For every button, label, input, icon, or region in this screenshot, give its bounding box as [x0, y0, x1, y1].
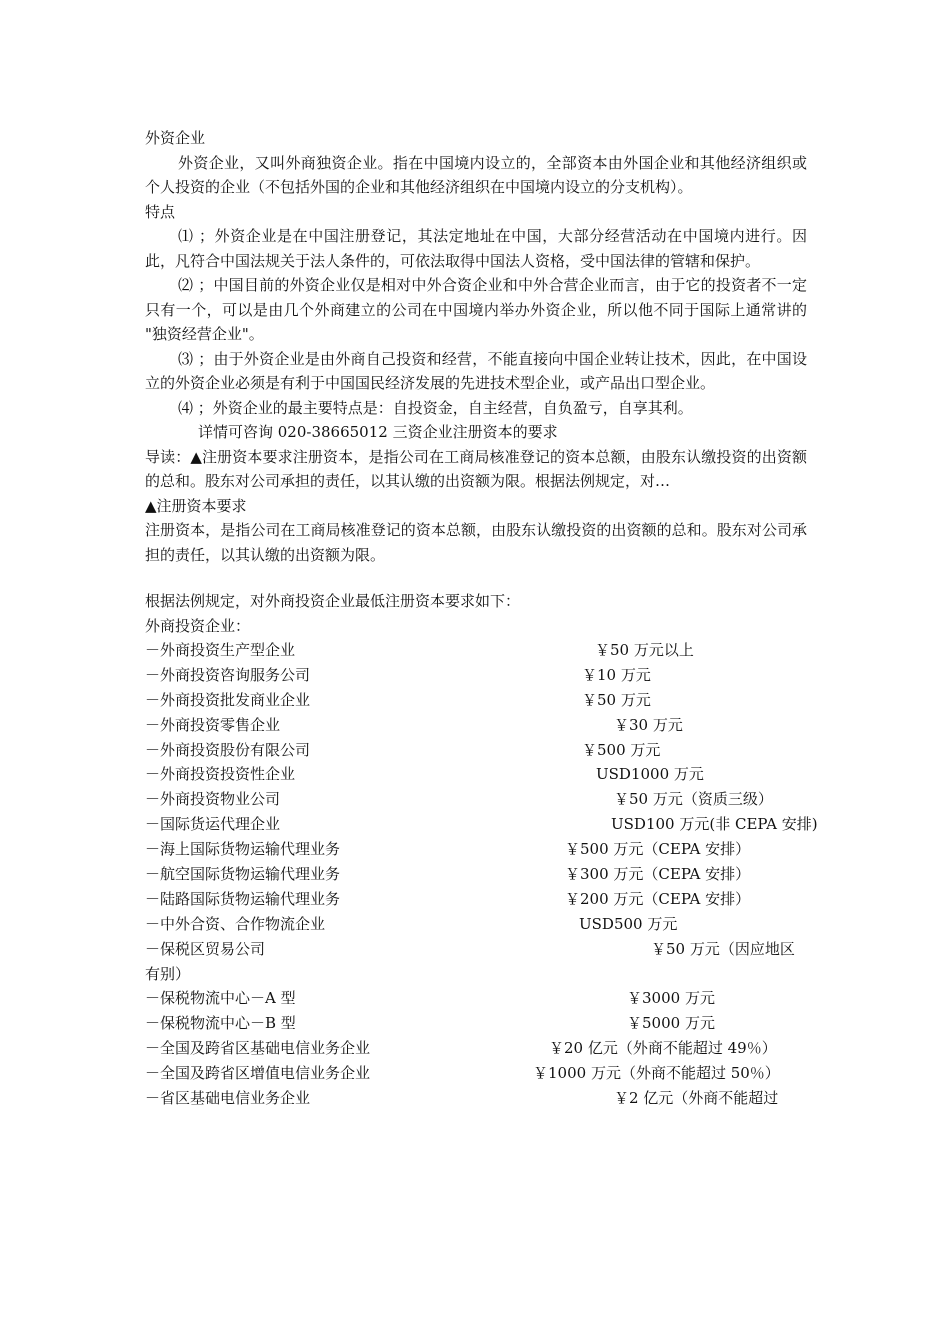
company-type: －外商投资批发商业企业 — [145, 690, 311, 709]
company-type: －外商投资投资性企业 — [145, 765, 296, 784]
company-type: －外商投资生产型企业 — [145, 641, 296, 659]
blank-line — [145, 567, 807, 589]
capital-row — [145, 1036, 807, 1061]
capital-value: ￥50 万元 — [582, 690, 651, 709]
document-title: 外资企业 — [145, 129, 206, 147]
capital-row — [145, 986, 807, 1011]
capital-row — [145, 1061, 807, 1086]
features-heading: 特点 — [145, 202, 176, 221]
company-type: －全国及跨省区基础电信业务企业 — [145, 1039, 371, 1058]
company-type: －外商投资咨询服务公司 — [145, 665, 311, 684]
section-body: 注册资本，是指公司在工商局核准登记的资本总额，由股东认缴投资的出资额的总和。股东对公司承担的责任，以其认缴的出资额为限。 — [145, 521, 807, 564]
company-type: －外商投资物业公司 — [145, 790, 281, 809]
capital-row — [145, 762, 807, 787]
company-type: －陆路国际货物运输代理业务 — [145, 889, 341, 908]
capital-value: USD500 万元 — [579, 914, 678, 933]
capital-list — [145, 638, 818, 1111]
company-type: －全国及跨省区增值电信业务企业 — [145, 1064, 371, 1083]
company-type: －航空国际货物运输代理业务 — [145, 865, 341, 884]
capital-value: ￥500 万元 — [582, 740, 661, 759]
document-body — [145, 126, 818, 1111]
capital-row — [145, 688, 807, 713]
capital-value: ￥20 亿元（外商不能超过 49％） — [549, 1039, 777, 1058]
feature-item-3: ⑶ ；由于外资企业是由外商自己投资和经营，不能直接向中国企业转让技术，因此，在中国设立的外资企业必须是有利于中国国民经济发展的先进技术型企业，或产品出口型企业。 — [145, 349, 807, 392]
capital-value: ￥5000 万元 — [627, 1014, 715, 1033]
capital-value: USD100 万元(非 CEPA 安排) — [611, 815, 818, 834]
company-type: －省区基础电信业务企业 — [145, 1089, 311, 1108]
capital-row — [145, 787, 807, 812]
capital-value: ￥3000 万元 — [627, 989, 715, 1008]
capital-row — [145, 937, 807, 987]
capital-row — [145, 912, 807, 937]
capital-value: ￥300 万元（CEPA 安排） — [565, 865, 751, 884]
company-type: －海上国际货物运输代理业务 — [145, 840, 341, 859]
capital-row — [145, 638, 807, 663]
capital-row — [145, 663, 807, 688]
capital-value: ￥1000 万元（外商不能超过 50％） — [533, 1064, 780, 1083]
capital-value: ￥50 万元（资质三级） — [614, 790, 773, 809]
company-type: －保税区贸易公司 — [145, 939, 266, 958]
feature-item-1: ⑴ ；外资企业是在中国注册登记，其法定地址在中国，大部分经营活动在中国境内进行。因此，凡符合中国法规关于法人条件的，可依法取得中国法人资格，受中国法律的管辖和保护。 — [145, 227, 807, 270]
intro-paragraph: 外资企业，又叫外商独资企业。指在中国境内设立的，全部资本由外国企业和其他经济组织或个人投资的企业（不包括外国的企业和其他经济组织在中国境内设立的分支机构）。 — [145, 153, 807, 196]
company-type: －外商投资股份有限公司 — [145, 740, 311, 759]
capital-value: ￥30 万元 — [614, 715, 683, 734]
capital-value: ￥10 万元 — [582, 665, 651, 684]
consult-line: 详情可咨询 020-38665012 三资企业注册资本的要求 — [198, 423, 558, 441]
capital-value-continuation: 有别） — [145, 964, 191, 983]
company-type: －保税物流中心－A 型 — [145, 989, 296, 1008]
capital-row — [145, 887, 807, 912]
list-heading: 外商投资企业： — [145, 616, 251, 635]
capital-row — [145, 862, 807, 887]
capital-value: ￥2 亿元（外商不能超过 — [614, 1089, 779, 1108]
feature-item-2: ⑵ ；中国目前的外资企业仅是相对中外合资企业和中外合营企业而言，由于它的投资者不一定只有一个，可以是由几个外商建立的公司在中国境内举办外资企业，所以他不同于国际上通常讲的 "独资经营企业"。 — [145, 276, 807, 343]
capital-value: ￥50 万元（因应地区 — [651, 939, 795, 958]
company-type: －中外合资、合作物流企业 — [145, 914, 326, 933]
capital-row — [145, 1086, 807, 1111]
company-type: －国际货运代理企业 — [145, 815, 281, 834]
company-type: －外商投资零售企业 — [145, 715, 281, 734]
feature-item-4: ⑷ ；外资企业的最主要特点是：自投资金，自主经营，自负盈亏，自享其利。 — [178, 398, 693, 417]
capital-value: ￥500 万元（CEPA 安排） — [565, 840, 751, 859]
capital-row — [145, 738, 807, 763]
capital-value: USD1000 万元 — [596, 765, 704, 784]
company-type: －保税物流中心－B 型 — [145, 1014, 296, 1033]
capital-value: ￥50 万元以上 — [595, 641, 694, 659]
section-heading: ▲注册资本要求 — [145, 496, 247, 515]
capital-value: ￥200 万元（CEPA 安排） — [565, 889, 751, 908]
capital-row — [145, 837, 807, 862]
capital-row — [145, 713, 807, 738]
capital-row — [145, 812, 818, 837]
capital-row — [145, 1011, 807, 1036]
rule-intro: 根据法例规定，对外商投资企业最低注册资本要求如下： — [145, 592, 521, 610]
guide-paragraph: 导读：▲注册资本要求注册资本，是指公司在工商局核准登记的资本总额，由股东认缴投资的出资额的总和。股东对公司承担的责任，以其认缴的出资额为限。根据法例规定，对… — [145, 447, 807, 490]
